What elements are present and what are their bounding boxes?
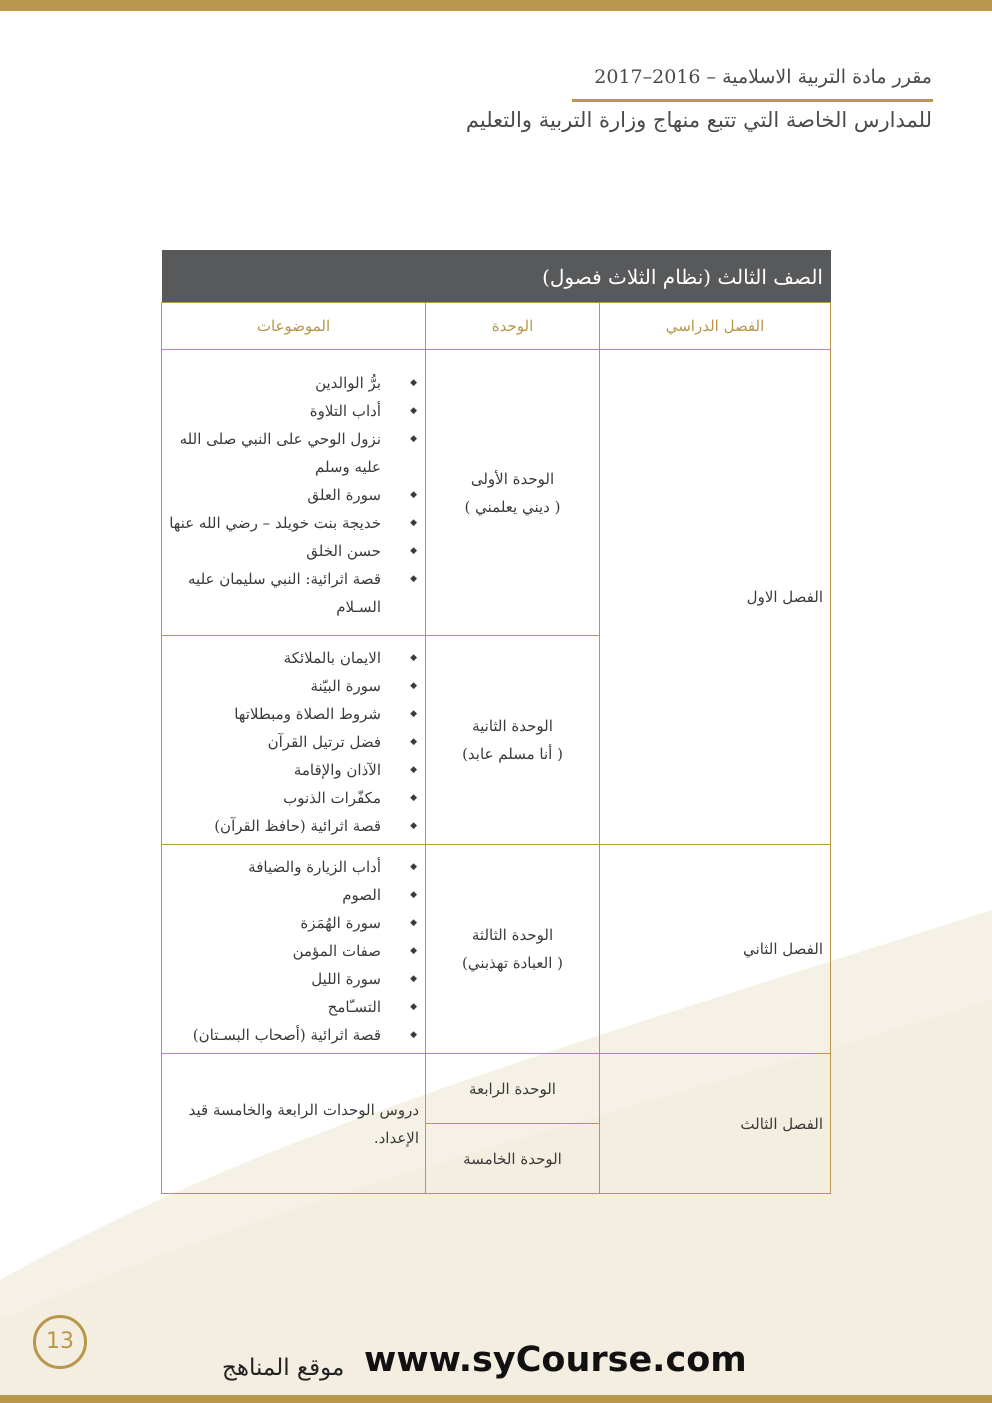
unit-2-subtitle: ( أنا مسلم عابد) — [462, 745, 563, 763]
unit-5-name: الوحدة الخامسة — [426, 1124, 600, 1194]
list-item: ◆ قصة اثرائية (حافظ القرآن) — [168, 812, 417, 840]
list-item: ◆ سورة الليل — [168, 965, 417, 993]
list-item: ◆ الصوم — [168, 881, 417, 909]
table-row — [162, 845, 831, 1054]
course-title: مقرر مادة التربية الاسلامية – 2016–2017 — [594, 66, 932, 88]
bottom-accent-bar — [0, 1395, 992, 1403]
list-item: ◆ الآذان والإقامة — [168, 756, 417, 784]
list-item: ◆ نزول الوحي على النبي صلى الله عليه وسلم — [168, 425, 417, 481]
unit-3-subtitle: ( العبادة تهذبني) — [461, 954, 563, 972]
list-item: ◆ الايمان بالملائكة — [168, 644, 417, 672]
list-item: ◆ برُّ الوالدين — [168, 369, 417, 397]
term-second: الفصل الثاني — [600, 845, 831, 1054]
unit-3-name: الوحدة الثالثة — [471, 926, 554, 944]
site-url: www.syCourse.com — [364, 1340, 747, 1380]
list-item: ◆ فضل ترتيل القرآن — [168, 728, 417, 756]
topics-list-unit-3 — [168, 853, 417, 1049]
unit-cell-1 — [426, 350, 600, 636]
unit-1-name: الوحدة الأولى — [470, 469, 555, 488]
table-title: الصف الثالث (نظام الثلاث فصول) — [162, 250, 831, 302]
term-first: الفصل الاول — [600, 350, 831, 845]
curriculum-table — [162, 250, 831, 1194]
list-item: ◆ أداب التلاوة — [168, 397, 417, 425]
list-item: ◆ شروط الصلاة ومبطلاتها — [168, 700, 417, 728]
header-term: الفصل الدراسي — [600, 303, 831, 350]
term-third: الفصل الثالث — [600, 1054, 831, 1194]
topics-cell-2 — [162, 636, 426, 845]
unit-cell-2 — [426, 636, 600, 845]
list-item: ◆ التسـّامح — [168, 993, 417, 1021]
list-item: ◆ حسن الخلق — [168, 537, 417, 565]
course-subtitle: للمدارس الخاصة التي تتبع منهاج وزارة التربية والتعليم — [465, 108, 932, 132]
list-item: ◆ أداب الزيارة والضيافة — [168, 853, 417, 881]
unit-2-name: الوحدة الثانية — [472, 717, 553, 735]
list-item: ◆ مكفّرات الذنوب — [168, 784, 417, 812]
topics-list-unit-2 — [168, 644, 417, 840]
page-number: 13 — [33, 1315, 87, 1369]
list-item: ◆ سورة الهُمَزة — [168, 909, 417, 937]
list-item: ◆ قصة اثرائية: النبي سليمان عليه السـلام — [168, 565, 417, 621]
topics-cell-3 — [162, 845, 426, 1054]
site-name: موقع المناهج — [222, 1355, 345, 1381]
list-item: ◆ خديجة بنت خويلد – رضي الله عنها — [168, 509, 417, 537]
topics-list-unit-1 — [168, 369, 417, 621]
unit-4-name: الوحدة الرابعة — [426, 1054, 600, 1124]
table-row — [162, 350, 831, 636]
list-item: ◆ سورة العلق — [168, 481, 417, 509]
curriculum-grid — [161, 302, 831, 1194]
header-topics: الموضوعات — [162, 303, 426, 350]
unit-1-subtitle: ( ديني يعلمني ) — [464, 497, 561, 516]
list-item: ◆ صفات المؤمن — [168, 937, 417, 965]
pending-note: دروس الوحدات الرابعة والخامسة قيد الإعداد. — [162, 1054, 426, 1194]
unit-cell-3 — [426, 845, 600, 1054]
top-accent-bar — [0, 0, 992, 11]
header-underline — [572, 99, 933, 102]
list-item: ◆ قصة اثرائية (أصحاب البسـتان) — [168, 1021, 417, 1049]
topics-cell-1 — [162, 350, 426, 636]
header-row — [162, 303, 831, 350]
header-unit: الوحدة — [426, 303, 600, 350]
table-row — [162, 1054, 831, 1124]
list-item: ◆ سورة البيّنة — [168, 672, 417, 700]
